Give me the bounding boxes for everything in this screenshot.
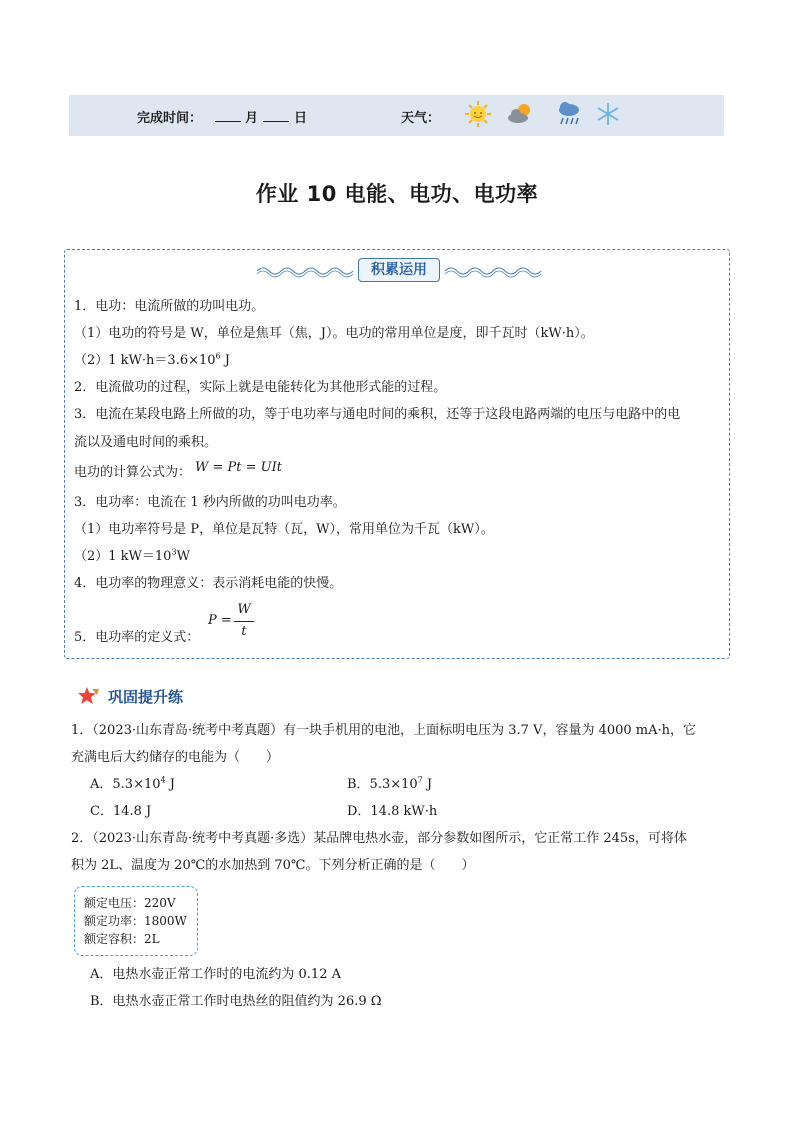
q1-option-b: B．$5.3\times 10^7$ J [347,775,433,792]
month-label: 月 [245,111,259,126]
q1-stem-line-2: 充满电后大约储存的电能为（ ） [71,750,280,765]
partly-cloudy-icon [505,99,535,129]
box-line-12: 5．电功率的定义式： [74,630,200,645]
param-voltage: 额定电压：220V [84,896,176,910]
box-line-2: （1）电功的符号是 W，单位是焦耳（焦，J）。电功的常用单位是度，即千瓦时（kW·h）。 [74,326,594,341]
header-bar [69,95,724,136]
box-line-4: 2．电流做功的过程，实际上就是电能转化为其他形式能的过程。 [74,380,447,395]
knowledge-box [64,249,730,659]
kettle-parameter-box [74,886,198,956]
q1-option-a: A．$5.3\times 10^4$ J [90,775,175,792]
time-label: 完成时间： [137,111,203,126]
fraction-bar [234,621,254,622]
banner-label: 积累运用 [358,258,440,282]
q1-option-c: C．14.8 J [90,804,152,819]
param-power: 额定功率：1800W [84,914,187,928]
snowflake-icon [593,99,623,129]
power-def-denominator: t [241,624,247,639]
page-title: 作业 10 电能、电功、电功率 [255,182,539,206]
section-title: 巩固提升练 [108,688,184,706]
box-line-8: 3．电功率：电流在 1 秒内所做的功叫电功率。 [74,495,346,510]
weather-label: 天气： [401,111,441,126]
section-banner [255,258,545,282]
month-field [215,107,241,122]
box-line-9: （1）电功率符号是 P，单位是瓦特（瓦，W），常用单位为千瓦（kW）。 [74,522,494,537]
q2-option-b: B．电热水壶正常工作时电热丝的阻值约为 26.9 Ω [90,994,382,1009]
param-capacity: 额定容积：2L [84,932,160,946]
q1-stem-line-1: 1．（2023·山东青岛·统考中考真题）有一块手机用的电池，上面标明电压为 3.7 V，容量为 4000 mA·h，它 [71,723,697,738]
power-def-left: P = [208,613,232,628]
box-line-6: 流以及通电时间的乘积。 [74,435,218,450]
power-def-numerator: W [237,602,251,617]
power-work-formula: W = Pt = UIt [195,460,282,475]
sun-icon [463,99,493,129]
q2-option-a: A．电热水壶正常工作时的电流约为 0.12 A [90,967,341,982]
day-field [263,107,289,122]
q1-option-d: D．14.8 kW·h [347,804,438,819]
wave-decoration-right [443,264,543,278]
day-label: 日 [294,111,308,126]
box-line-7: 电功的计算公式为： W = Pt = UIt [74,460,282,480]
box-line-10: （2）1 $kW=10^3W$ [74,547,190,564]
q2-stem-line-2: 积为 2L、温度为 20℃的水加热到 70℃。下列分析正确的是（ ） [71,858,475,873]
box-line-1: 1．电功：电流所做的功叫电功。 [74,299,265,314]
wave-decoration-left [255,264,355,278]
box-line-5: 3．电流在某段电路上所做的功，等于电功率与通电时间的乘积，还等于这段电路两端的电压与电路中的电 [74,407,681,422]
star-icon [78,686,100,706]
rain-cloud-icon [554,99,584,129]
q2-stem-line-1: 2．（2023·山东青岛·统考中考真题·多选）某品牌电热水壶，部分参数如图所示，它正常工作 245s，可将体 [71,831,687,846]
box-line-11: 4．电功率的物理意义：表示消耗电能的快慢。 [74,576,343,591]
box-line-3: （2）1 $kW\cdot h=3.6\times 10^6$ J [74,351,230,368]
